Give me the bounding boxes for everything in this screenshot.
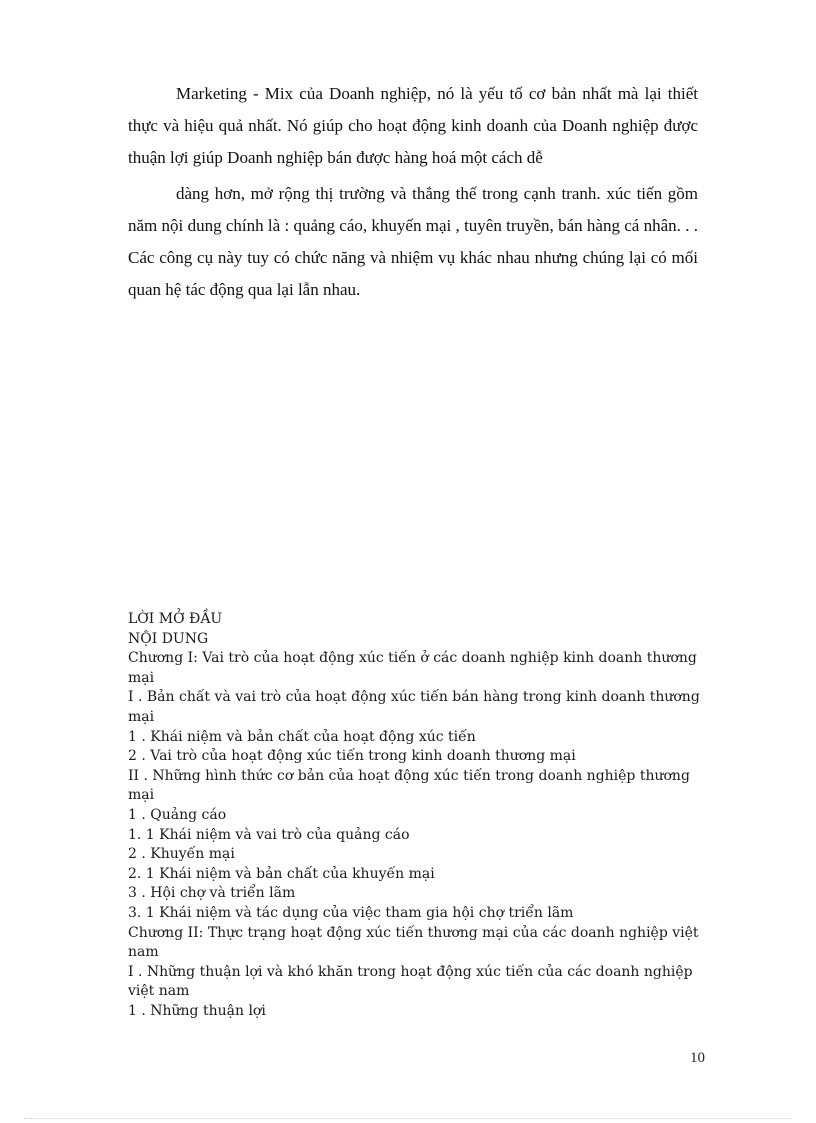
toc-line-item-2: 2 . Vai trò của hoạt động xúc tiến trong kinh doanh thương mại	[128, 748, 576, 765]
toc-line-item-1: 1 . Khái niệm và bản chất của hoạt động xúc tiến	[128, 728, 476, 745]
toc-line-fairs-concept: 3. 1 Khái niệm và tác dụng của việc tham gia hội chợ triển lãm	[128, 904, 574, 921]
body-text	[128, 78, 698, 306]
toc-line-section-1: I . Bản chất và vai trò của hoạt động xúc tiến bán hàng trong kinh doanh thương mại	[128, 689, 700, 725]
toc-line-chapter-2-section-1: I . Những thuận lợi và khó khăn trong hoạt động xúc tiến của các doanh nghiệp việt nam	[128, 963, 693, 1000]
toc-line-promotion-concept: 2. 1 Khái niệm và bản chất của khuyến mại	[128, 865, 435, 882]
toc-line-advantages: 1 . Những thuận lợi	[128, 1002, 266, 1019]
table-of-contents	[128, 610, 708, 1021]
toc-line-intro: LỜI MỞ ĐẦU	[128, 611, 223, 627]
toc-line-section-2: II . Những hình thức cơ bản của hoạt động xúc tiến trong doanh nghiệp thương mại	[128, 767, 690, 804]
toc-line-advertising-concept: 1. 1 Khái niệm và vai trò của quảng cáo	[128, 826, 410, 843]
page-number: 10	[690, 1050, 705, 1066]
toc-line-chapter-1: Chương I: Vai trò của hoạt động xúc tiến ở các doanh nghiệp kinh doanh thương mại	[128, 650, 697, 686]
footer-divider	[24, 1118, 792, 1119]
toc-line-promotion: 2 . Khuyến mại	[128, 846, 235, 863]
toc-line-advertising: 1 . Quảng cáo	[128, 806, 227, 823]
toc-line-chapter-2: Chương II: Thực trạng hoạt động xúc tiến thương mại của các doanh nghiệp việt nam	[128, 924, 699, 961]
toc-line-fairs: 3 . Hội chợ và triển lãm	[128, 885, 296, 902]
paragraph-2: dàng hơn, mở rộng thị trường và thắng thế trong cạnh tranh. xúc tiến gồm năm nội dung chính là : quảng cáo, khuyến mại , tuyên truyền, bán hàng cá nhân. . . Các công cụ này tuy có chức năng và nhiệm vụ khác nhau nhưng chúng lại có mối quan hệ tác động qua lại lẫn nhau.	[128, 184, 698, 299]
toc-line-content: NỘI DUNG	[128, 630, 209, 647]
paragraph-1: Marketing - Mix của Doanh nghiệp, nó là yếu tố cơ bản nhất mà lại thiết thực và hiệu quả nhất. Nó giúp cho hoạt động kinh doanh của Doanh nghiệp được thuận lợi giúp Doanh nghiệp bán được hàng hoá một cách dễ	[128, 84, 698, 167]
